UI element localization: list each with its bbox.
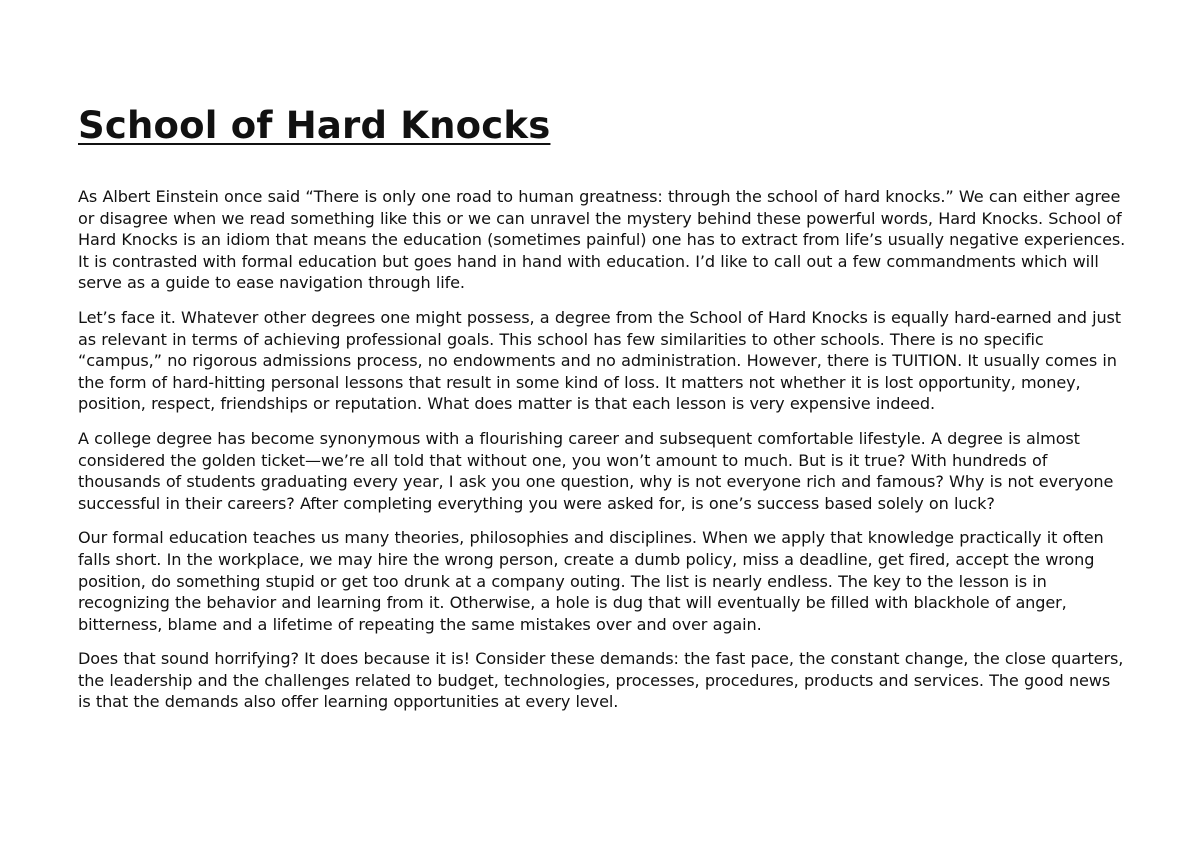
paragraph-5: Does that sound horrifying? It does because it is! Consider these demands: the fast pace, the constant change, the close quarters, the leadership and the challenges related to budget, technologies, processes, procedures, products and services. The good news is that the demands also offer learning opportunities at every level.	[78, 649, 1124, 712]
paragraph-4: Our formal education teaches us many theories, philosophies and disciplines. When we apply that knowledge practically it often falls short. In the workplace, we may hire the wrong person, create a dumb policy, miss a deadline, get fired, accept the wrong position, do something stupid or get too drunk at a company outing. The list is nearly endless. The key to the lesson is in recognizing the behavior and learning from it. Otherwise, a hole is dug that will eventually be filled with blackhole of anger, bitterness, blame and a lifetime of repeating the same mistakes over and over again.	[78, 528, 1104, 634]
document-body	[78, 104, 1126, 726]
document-title: School of Hard Knocks	[78, 104, 551, 147]
paragraph-1: As Albert Einstein once said “There is only one road to human greatness: through the school of hard knocks.” We can either agree or disagree when we read something like this or we can unravel the mystery behind these powerful words, Hard Knocks. School of Hard Knocks is an idiom that means the education (sometimes painful) one has to extract from life’s usually negative experiences. It is contrasted with formal education but goes hand in hand with education. I’d like to call out a few commandments which will serve as a guide to ease navigation through life.	[78, 187, 1126, 293]
paragraph-3: A college degree has become synonymous with a flourishing career and subsequent comfortable lifestyle. A degree is almost considered the golden ticket—we’re all told that without one, you won’t amount to much. But is it true? With hundreds of thousands of students graduating every year, I ask you one question, why is not everyone rich and famous? Why is not everyone successful in their careers? After completing everything you were asked for, is one’s success based solely on luck?	[78, 428, 1114, 513]
paragraph-2: Let’s face it. Whatever other degrees one might possess, a degree from the School of Hard Knocks is equally hard-earned and just as relevant in terms of achieving professional goals. This school has few similarities to other schools. There is no specific “campus,” no rigorous admissions process, no endowments and no administration. However, there is TUITION. It usually comes in the form of hard-hitting personal lessons that result in some kind of loss. It matters not whether it is lost opportunity, money, position, respect, friendships or reputation. What does matter is that each lesson is very expensive indeed.	[78, 307, 1121, 414]
